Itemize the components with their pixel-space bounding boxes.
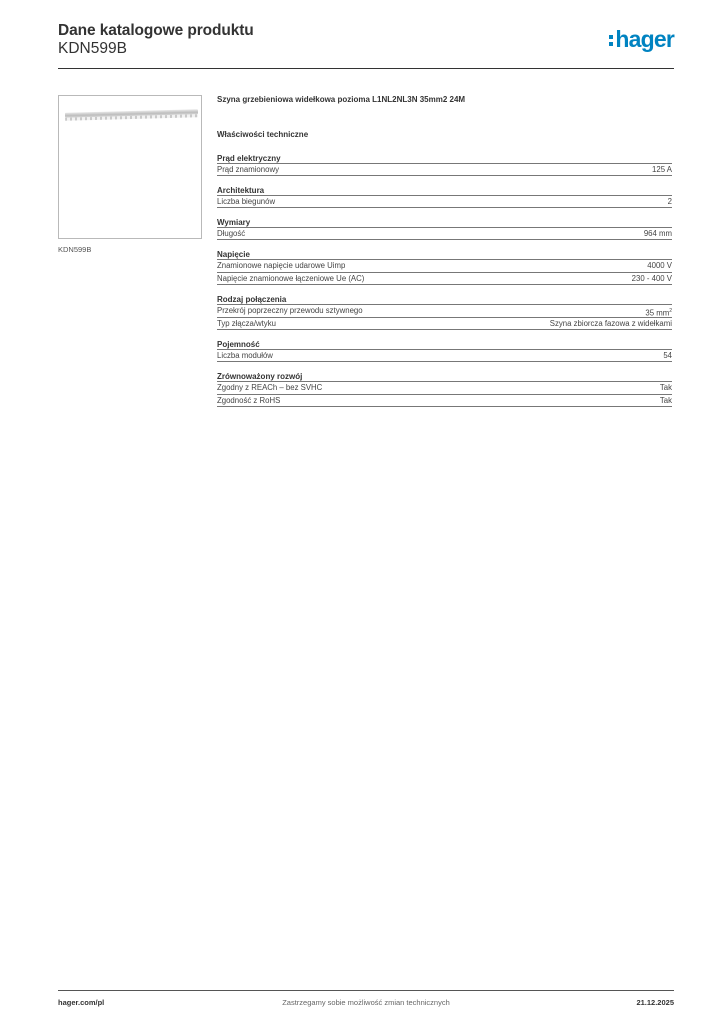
- property-row: [217, 317, 672, 330]
- property-section: [217, 338, 672, 362]
- property-section: [217, 293, 672, 330]
- property-value: [668, 196, 672, 207]
- logo-dots-icon: [609, 35, 613, 46]
- property-value: [644, 228, 672, 239]
- footer-date: 21.12.2025: [636, 998, 674, 1007]
- page-header: [58, 22, 674, 68]
- property-label: Napięcie znamionowe łączeniowe Ue (AC): [217, 274, 365, 283]
- property-label: Przekrój poprzeczny przewodu sztywnego: [217, 306, 363, 315]
- property-value-text: Tak: [659, 383, 672, 392]
- page-footer: [58, 998, 674, 1010]
- property-row: [217, 259, 672, 272]
- unit-superscript: 2: [669, 308, 672, 314]
- property-value: [660, 395, 672, 406]
- property-value-text: 2: [667, 197, 672, 206]
- section-title: Rodzaj połączenia: [217, 295, 287, 304]
- product-details: [217, 95, 672, 415]
- property-value-text: 35 mm: [645, 308, 670, 318]
- property-label: Zgodny z REACh – bez SVHC: [217, 383, 323, 392]
- property-value-text: 964 mm: [643, 229, 672, 238]
- header-divider: [58, 68, 674, 69]
- property-row: [217, 227, 672, 240]
- footer-website[interactable]: hager.com/pl: [58, 998, 105, 1007]
- property-value: [632, 273, 672, 284]
- property-row: [217, 394, 672, 407]
- property-value-text: Tak: [659, 396, 672, 405]
- property-value-text: 125 A: [652, 165, 672, 174]
- property-row: [217, 304, 672, 317]
- logo-text: hager: [615, 26, 674, 52]
- property-section: [217, 216, 672, 240]
- property-label: Znamionowe napięcie udarowe Uimp: [217, 261, 346, 270]
- section-title: Napięcie: [217, 250, 250, 259]
- product-code: KDN599B: [58, 40, 127, 57]
- document-title: Dane katalogowe produktu: [58, 22, 254, 39]
- property-label: Zgodność z RoHS: [217, 396, 281, 405]
- property-label: Długość: [217, 229, 246, 238]
- section-title: Prąd elektryczny: [217, 154, 281, 163]
- technical-properties-title: Właściwości techniczne: [217, 130, 309, 139]
- property-sections: [217, 152, 672, 407]
- property-row: [217, 381, 672, 394]
- section-title: Architektura: [217, 186, 265, 195]
- property-section: [217, 370, 672, 407]
- property-label: Liczba modułów: [217, 351, 273, 360]
- section-title: Pojemność: [217, 340, 260, 349]
- property-value-text: 4000 V: [647, 261, 672, 270]
- section-title: Zrównoważony rozwój: [217, 372, 303, 381]
- footer-notice: Zastrzegamy sobie możliwość zmian technicznych: [282, 998, 450, 1007]
- property-value: [663, 350, 672, 361]
- property-value: [660, 382, 672, 394]
- property-label: Typ złącza/wtyku: [217, 319, 276, 328]
- property-row: [217, 163, 672, 176]
- product-image-caption: KDN599B: [58, 245, 92, 254]
- property-row: [217, 195, 672, 208]
- property-section: [217, 152, 672, 176]
- product-image: [58, 95, 202, 239]
- property-section: [217, 184, 672, 208]
- property-value: [645, 305, 672, 317]
- property-value-text: 230 - 400 V: [631, 274, 672, 283]
- property-value: [652, 164, 672, 175]
- property-label: Liczba biegunów: [217, 197, 276, 206]
- property-value: [550, 318, 672, 329]
- property-row: [217, 272, 672, 285]
- property-value-text: Szyna zbiorcza fazowa z widełkami: [549, 319, 672, 328]
- footer-divider: [58, 990, 674, 991]
- property-value-text: 54: [663, 351, 672, 360]
- busbar-image: [65, 109, 198, 117]
- section-title: Wymiary: [217, 218, 251, 227]
- property-label: Prąd znamionowy: [217, 165, 279, 174]
- property-row: [217, 349, 672, 362]
- property-value: [647, 260, 672, 272]
- product-name: Szyna grzebieniowa widełkowa pozioma L1NL2NL3N 35mm2 24M: [217, 95, 466, 104]
- property-section: [217, 248, 672, 285]
- hager-logo: [609, 26, 674, 54]
